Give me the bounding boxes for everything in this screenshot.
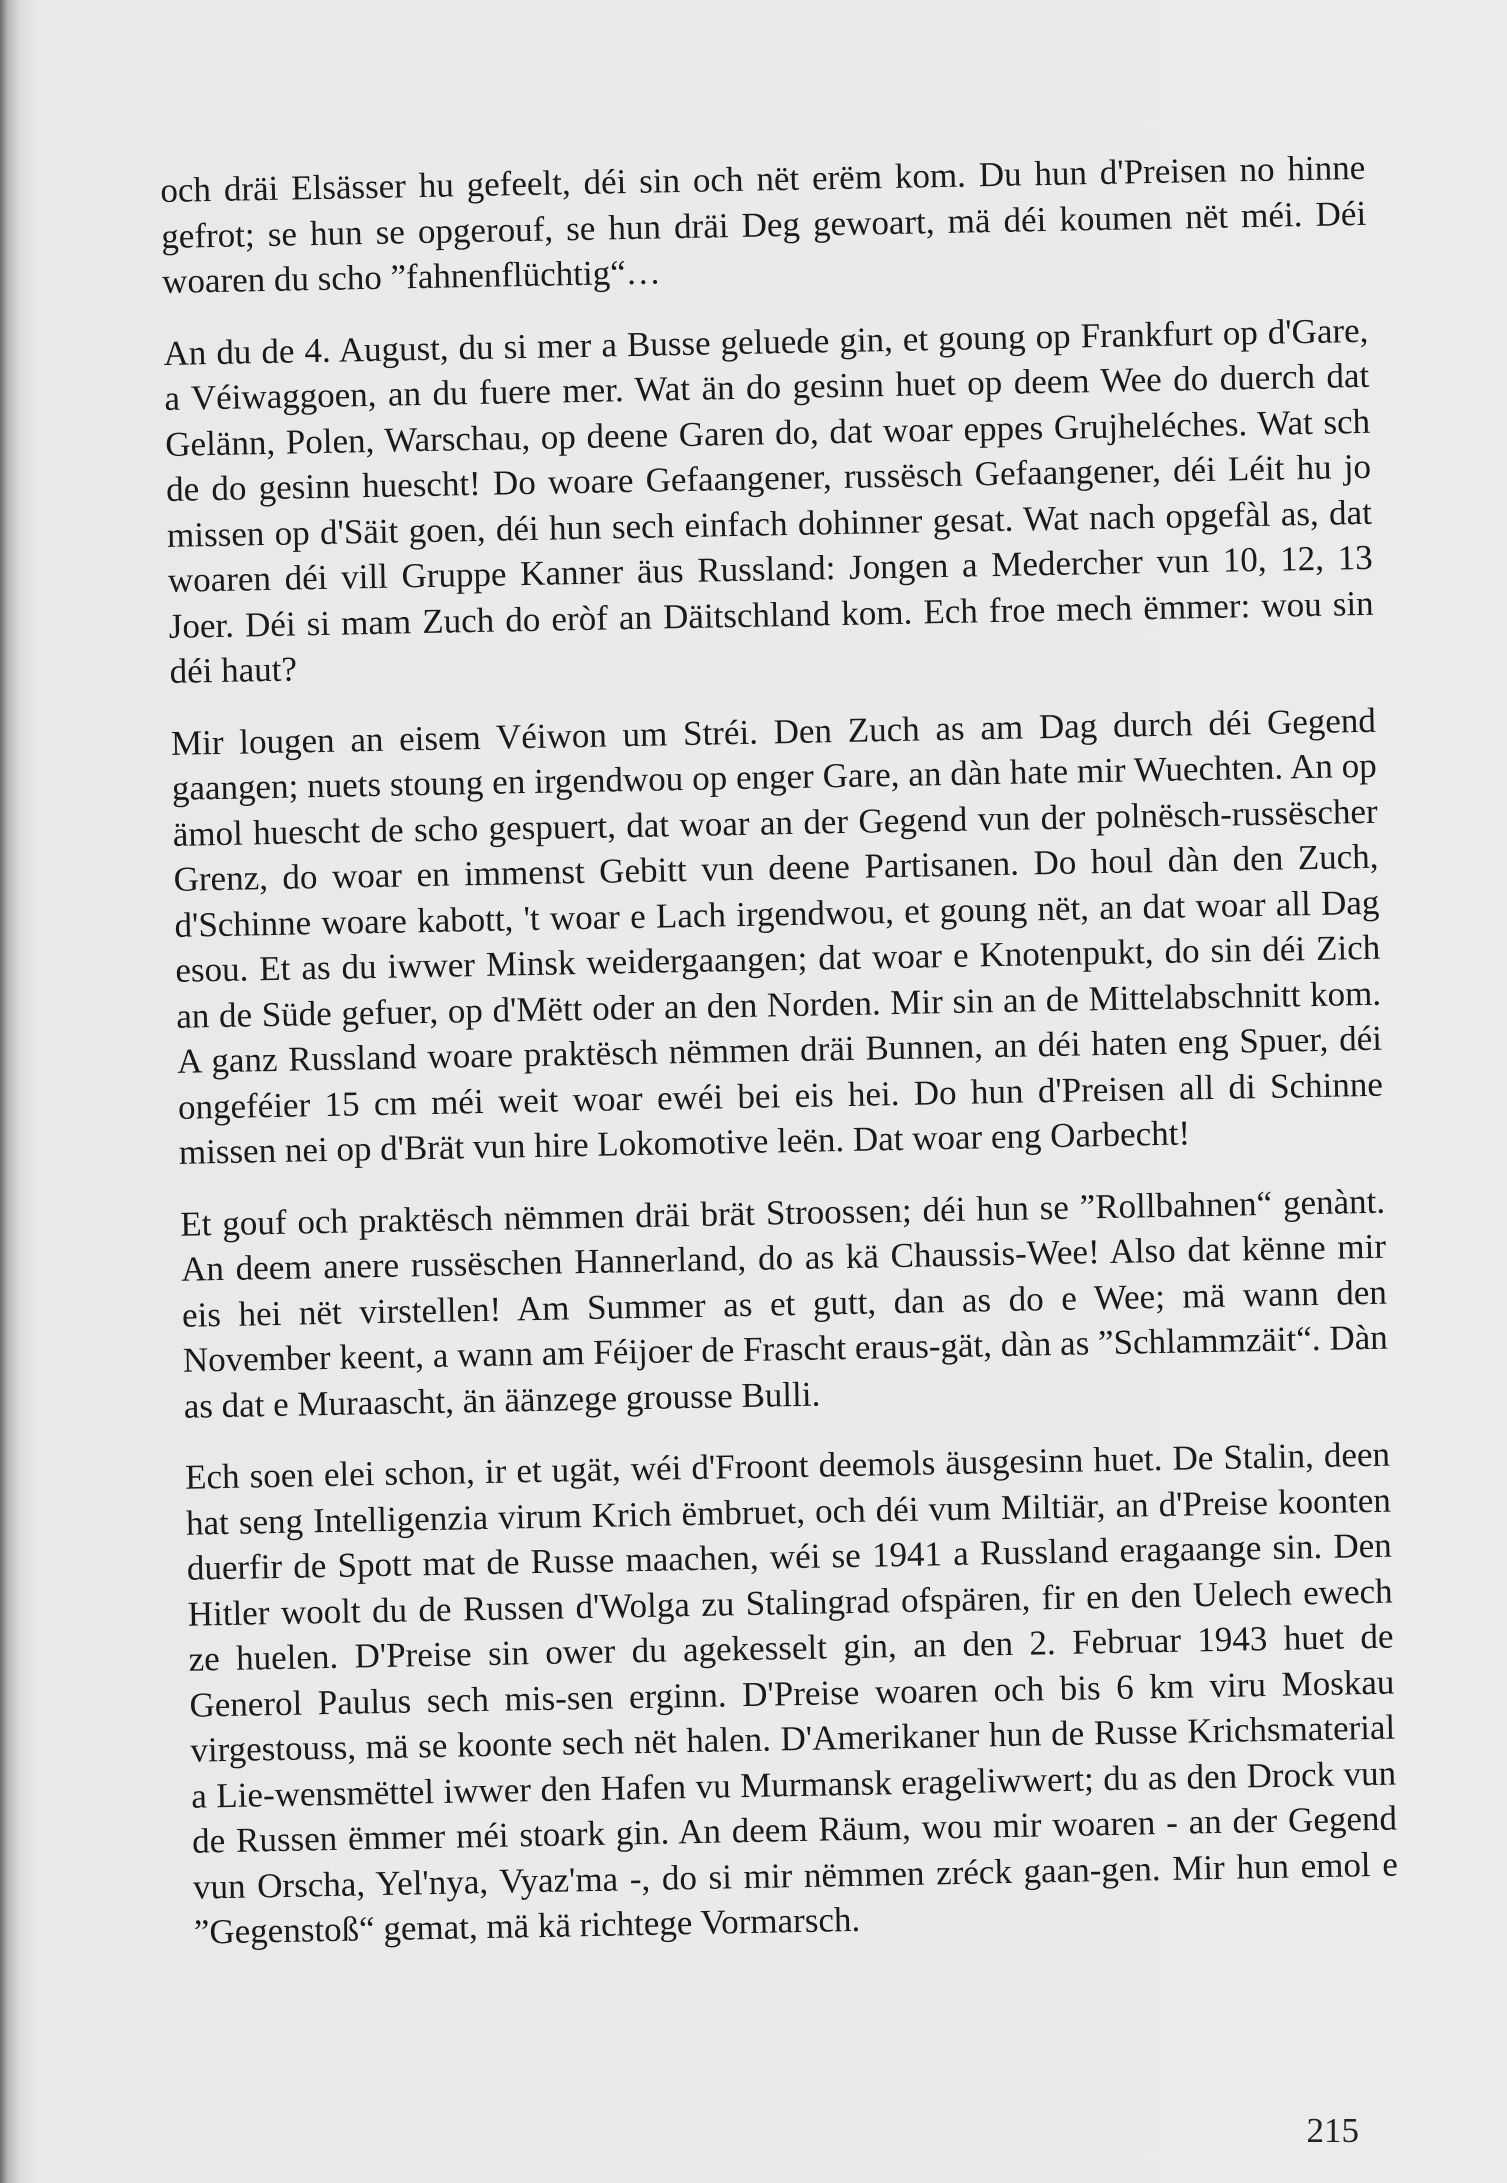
page-number: 215 xyxy=(1306,2111,1359,2150)
paragraph-1: och dräi Elsässer hu gefeelt, déi sin och nët erëm kom. Du hun d'Preisen no hinne gefrot; se hun se opgerouf, se hun dräi Deg gewoart, mä déi koumen nët méi. Déi woaren du scho ”fahnenflüchtig“… xyxy=(160,147,1367,301)
paragraph-4: Et gouf och praktësch nëmmen dräi brät Stroossen; déi hun se ”Rollbahnen“ genànt. An deem anere russëschen Hannerland, do as kä Chaussis-Wee! Also dat kënne mir eis hei nët virstellen! Am Summer as et gutt, dan as do e Wee; mä wann den November keent, a wann am Féijoer de Frascht eraus-gät, dàn as ”Schlammzäit“. Dàn as dat e Muraascht, än äänzege grousse Bulli. xyxy=(179,1181,1389,1426)
paragraph-5: Ech soen elei schon, ir et ugät, wéi d'Froont deemols äusgesinn huet. De Stalin, deen hat seng Intelligenzia virum Krich ëmbruet, och déi vum Miltiär, an d'Preise koonten duerfir de Spott mat de Russe maachen, wéi se 1941 a Russland eragaange sin. Den Hitler woolt du de Russen d'Wolga zu Stalingrad ofspären, fir en den Uelech ewech ze huelen. D'Preise sin ower du agekesselt gin, an den 2. Februar 1943 huet de Generol Paulus sech mis-sen erginn. D'Preise woaren och bis 6 km viru Moskau virgestouss, mä se koonte sech nët halen. D'Amerikaner hun de Russe Krichsmaterial a Lie-wensmëttel iwwer den Hafen vu Murmansk erageliwwert; du as den Drock vun de Russen ëmmer méi stoark gin. An deem Räum, wou mir woaren - an der Gegend vun Orscha, Yel'nya, Vyaz'ma -, do si mir nëmmen zréck gaan-gen. Mir hun emol e ”Gegenstoß“ gemat, mä kä richtege Vormarsch. xyxy=(184,1434,1399,1952)
paragraph-2: An du de 4. August, du si mer a Busse geluede gin, et goung op Frankfurt op d'Gare, a Véiwaggoen, an du fuere mer. Wat än do gesinn huet op deem Wee do duerch dat Gelänn, Polen, Warschau, op deene Garen do, dat woar eppes Grujheléches. Wat sch de do gesinn huescht! Do woare Gefaangener, russësch Gefaangener, déi Léit hu jo missen op d'Säit goen, déi hun sech einfach dohinner gesat. Wat nach opgefàl as, dat woaren déi vill Gruppe Kanner äus Russland: Jongen a Medercher vun 10, 12, 13 Joer. Déi si mam Zuch do eròf an Däitschland kom. Ech froe mech ëmmer: wou sin déi haut? xyxy=(163,310,1374,691)
paragraph-3: Mir lougen an eisem Véiwon um Stréi. Den Zuch as am Dag durch déi Gegend gaangen; nuets stoung en irgendwou op enger Gare, an dàn hate mir Wuechten. An op ämol huescht de scho gespuert, dat woar an der Gegend vun der polnësch-russëscher Grenz, do woar en immenst Gebitt vun deene Partisanen. Do houl dàn den Zuch, d'Schinne woare kabott, 't woar e Lach irgendwou, et goung nët, an dat woar all Dag esou. Et as du iwwer Minsk weidergaangen; dat woar e Knotenpukt, do sin déi Zich an de Süde gefuer, op d'Mëtt oder an den Norden. Mir sin an de Mittelabschnitt kom. A ganz Russland woare praktësch nëmmen dräi Bunnen, an déi haten eng Spuer, déi ongeféier 15 cm méi weit woar ewéi bei eis hei. Do hun d'Preisen all di Schinne missen nei op d'Brät vun hire Lokomotive leën. Dat woar eng Oarbecht! xyxy=(170,700,1384,1172)
body-text xyxy=(160,145,1400,1981)
